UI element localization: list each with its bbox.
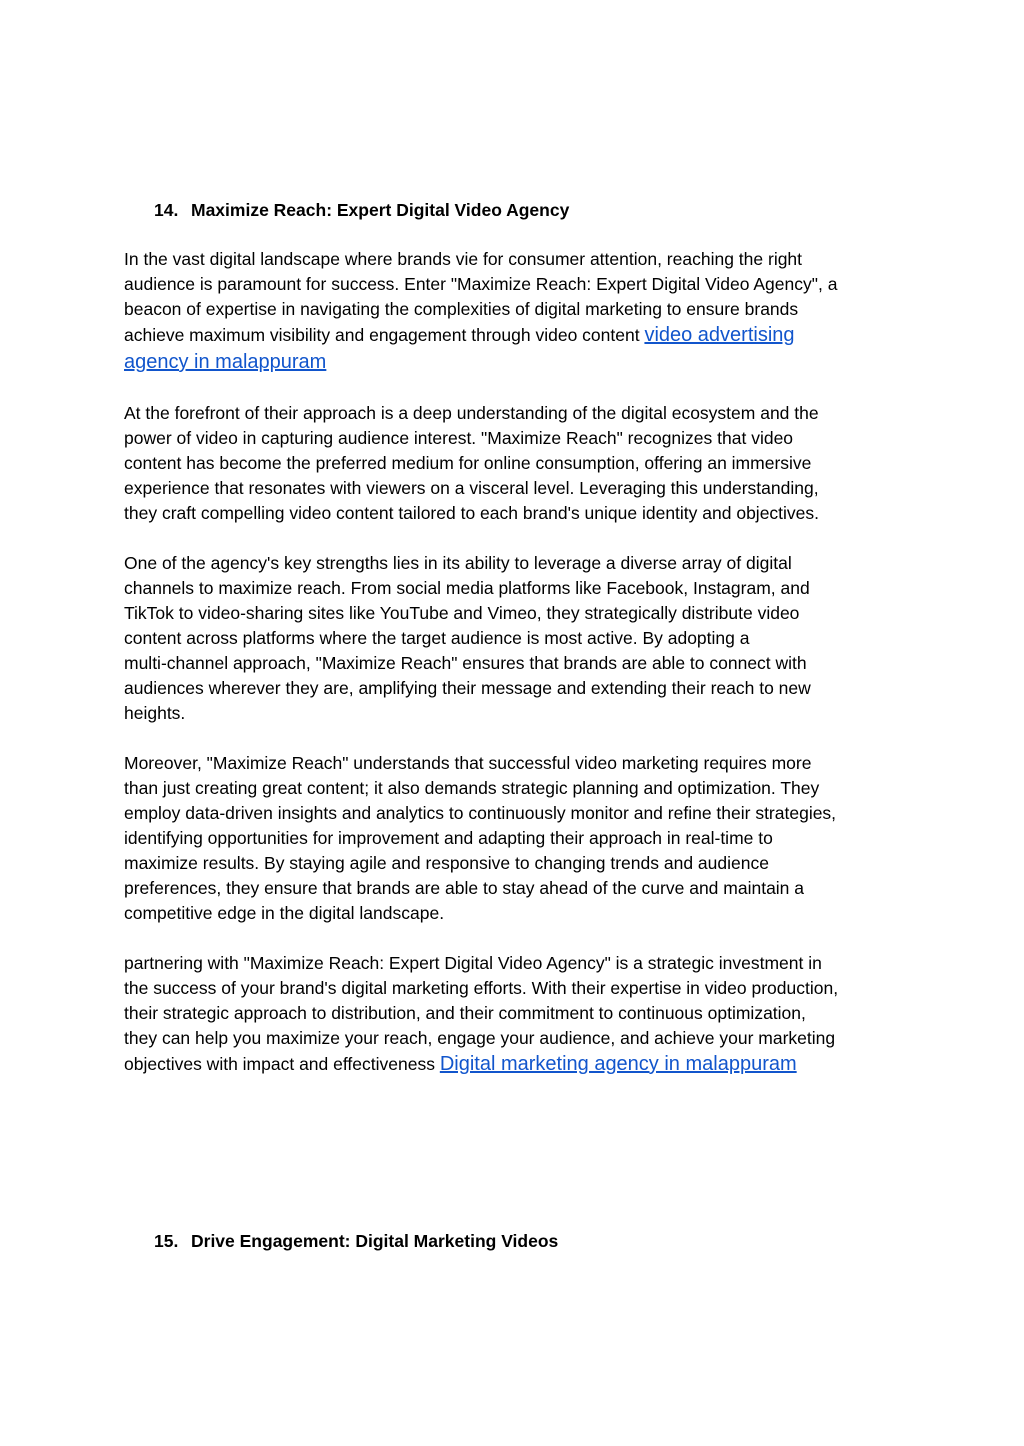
paragraph-intro bbox=[124, 247, 904, 376]
video-advertising-link-cont[interactable]: agency in malappuram bbox=[124, 351, 327, 373]
paragraph-line: audiences wherever they are, amplifying their message and extending their reach to new bbox=[124, 678, 811, 698]
digital-marketing-agency-link[interactable]: Digital marketing agency in malappuram bbox=[439, 1053, 797, 1075]
paragraph-line: multi-channel approach, "Maximize Reach" ensures that brands are able to connect with bbox=[124, 653, 807, 673]
paragraph-line: beacon of expertise in navigating the complexities of digital marketing to ensure brands bbox=[124, 299, 799, 319]
paragraph-line: they can help you maximize your reach, engage your audience, and achieve your marketing bbox=[124, 1028, 836, 1048]
paragraph-line: content has become the preferred medium for online consumption, offering an immersive bbox=[124, 453, 812, 473]
paragraph-line: their strategic approach to distribution, and their commitment to continuous optimization, bbox=[124, 1003, 806, 1023]
paragraph-line: maximize results. By staying agile and responsive to changing trends and audience bbox=[124, 853, 769, 873]
paragraph-line: power of video in capturing audience interest. "Maximize Reach" recognizes that video bbox=[124, 428, 794, 448]
section-14-number: 14. bbox=[154, 200, 179, 220]
paragraph-line: partnering with "Maximize Reach: Expert Digital Video Agency" is a strategic investment in bbox=[124, 953, 822, 973]
section-14-heading bbox=[154, 199, 569, 221]
paragraph-line: objectives with impact and effectiveness bbox=[124, 1054, 440, 1074]
paragraph-approach bbox=[124, 401, 904, 526]
paragraph-line: TikTok to video-sharing sites like YouTube and Vimeo, they strategically distribute video bbox=[124, 603, 800, 623]
paragraph-line: Moreover, "Maximize Reach" understands that successful video marketing requires more bbox=[124, 753, 812, 773]
paragraph-line: employ data-driven insights and analytics to continuously monitor and refine their strategies, bbox=[124, 803, 837, 823]
paragraph-conclusion bbox=[124, 951, 904, 1078]
paragraph-channels bbox=[124, 551, 904, 726]
paragraph-line: preferences, they ensure that brands are able to stay ahead of the curve and maintain a bbox=[124, 878, 805, 898]
paragraph-line: In the vast digital landscape where brands vie for consumer attention, reaching the right bbox=[124, 249, 803, 269]
video-advertising-link[interactable]: video advertising bbox=[644, 324, 795, 346]
paragraph-line-link-cont bbox=[124, 349, 904, 376]
section-15-number: 15. bbox=[154, 1231, 179, 1251]
paragraph-line: they craft compelling video content tailored to each brand's unique identity and objectives. bbox=[124, 503, 820, 523]
paragraph-line: competitive edge in the digital landscape. bbox=[124, 903, 445, 923]
section-15-title: Drive Engagement: Digital Marketing Videos bbox=[191, 1231, 559, 1251]
paragraph-line: channels to maximize reach. From social media platforms like Facebook, Instagram, and bbox=[124, 578, 810, 598]
paragraph-line: identifying opportunities for improvement and adapting their approach in real-time to bbox=[124, 828, 773, 848]
paragraph-line: heights. bbox=[124, 703, 186, 723]
paragraph-line: experience that resonates with viewers on a visceral level. Leveraging this understanding, bbox=[124, 478, 819, 498]
section-15-heading bbox=[154, 1230, 558, 1252]
paragraph-line: than just creating great content; it also demands strategic planning and optimization. They bbox=[124, 778, 820, 798]
paragraph-line: audience is paramount for success. Enter "Maximize Reach: Expert Digital Video Agency", a bbox=[124, 274, 838, 294]
paragraph-line-with-link bbox=[124, 322, 904, 349]
paragraph-line-with-link bbox=[124, 1051, 904, 1078]
section-14-title: Maximize Reach: Expert Digital Video Agency bbox=[191, 200, 570, 220]
paragraph-line: achieve maximum visibility and engagement through video content bbox=[124, 325, 645, 345]
paragraph-line: content across platforms where the target audience is most active. By adopting a bbox=[124, 628, 750, 648]
paragraph-line: At the forefront of their approach is a deep understanding of the digital ecosystem and the bbox=[124, 403, 819, 423]
paragraph-line: One of the agency's key strengths lies in its ability to leverage a diverse array of digital bbox=[124, 553, 792, 573]
paragraph-line: the success of your brand's digital marketing efforts. With their expertise in video production, bbox=[124, 978, 839, 998]
paragraph-optimization bbox=[124, 751, 904, 926]
